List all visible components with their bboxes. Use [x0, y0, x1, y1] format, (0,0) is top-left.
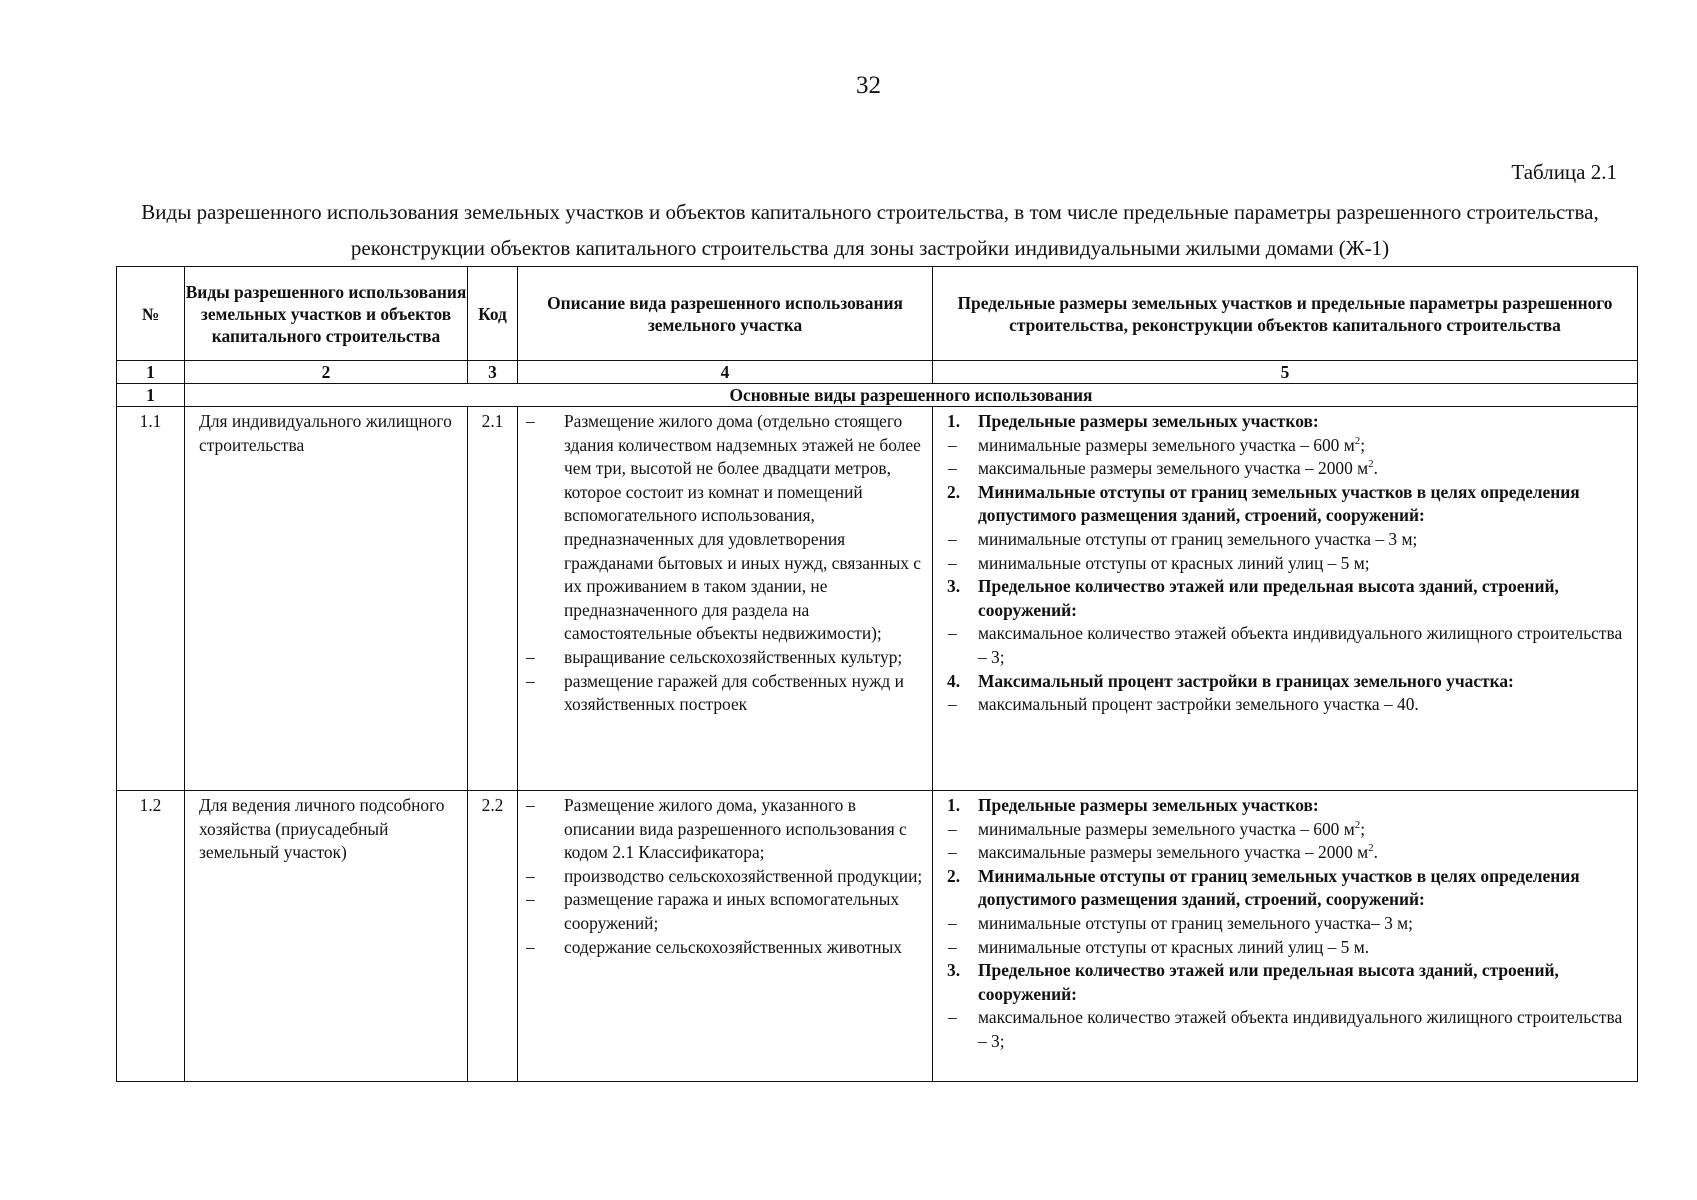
param-heading: 3. Предельное количество этажей или предельная высота зданий, строений, сооружений:: [947, 960, 1559, 1004]
row-code: 2.1: [468, 407, 518, 791]
row-number: 1.2: [117, 791, 185, 1082]
param-heading: 2. Минимальные отступы от границ земельных участков в целях определения допустимого размещения зданий, строений, сооружений:: [947, 865, 1580, 910]
row-parameters: [933, 407, 1638, 791]
param-heading: 2. Минимальные отступы от границ земельных участков в целях определения допустимого размещения зданий, строений, сооружений:: [947, 481, 1580, 526]
param-item: – минимальные размеры земельного участка – 600 $м^2$;: [945, 434, 1629, 458]
row-kind: Для ведения личного подсобного хозяйства (приусадебный земельный участок): [185, 791, 468, 1082]
row-description: [518, 791, 933, 1082]
header-no: №: [117, 267, 185, 361]
row-description: [518, 407, 933, 791]
header-limits: Предельные размеры земельных участков и предельные параметры разрешенного строительства, реконструкции объектов капитального строительства: [933, 267, 1638, 361]
row-number: 1.1: [117, 407, 185, 791]
col-number: 3: [468, 361, 518, 384]
zoning-table: [116, 266, 1638, 1082]
description-item: – Размещение жилого дома, указанного в описании вида разрешенного использования с кодом 2.1 Классификатора;: [518, 794, 924, 865]
section-row: [117, 384, 1638, 407]
param-heading: 1. Предельные размеры земельных участков:: [947, 795, 1319, 815]
param-item: – максимальное количество этажей объекта индивидуального жилищного строительства – 3;: [945, 1006, 1629, 1053]
table-label: Таблица 2.1: [1511, 160, 1617, 184]
row-code: 2.2: [468, 791, 518, 1082]
description-item: – производство сельскохозяйственной продукции;: [518, 865, 924, 889]
param-item: – минимальные отступы от красных линий улиц – 5 м.: [945, 936, 1629, 960]
row-parameters: [933, 791, 1638, 1082]
row-kind: Для индивидуального жилищного строительства: [185, 407, 468, 791]
param-item: – максимальный процент застройки земельного участка – 40.: [945, 693, 1629, 717]
column-number-row: [117, 361, 1638, 384]
col-number: 4: [518, 361, 933, 384]
description-item: – размещение гаража и иных вспомогательных сооружений;: [518, 888, 924, 935]
col-number: 5: [933, 361, 1638, 384]
table-header-row: [117, 267, 1638, 361]
description-item: – размещение гаражей для собственных нужд и хозяйственных построек: [518, 670, 924, 717]
param-item: – минимальные отступы от границ земельного участка– 3 м;: [945, 912, 1629, 936]
col-number: 2: [185, 361, 468, 384]
param-heading: 3. Предельное количество этажей или предельная высота зданий, строений, сооружений:: [947, 576, 1559, 620]
page-number: 32: [856, 72, 881, 99]
param-heading: 1. Предельные размеры земельных участков:: [947, 411, 1319, 431]
description-item: – содержание сельскохозяйственных животных: [518, 936, 924, 960]
table-row: [117, 791, 1638, 1082]
param-heading: 4. Максимальный процент застройки в границах земельного участка:: [947, 670, 1514, 691]
col-number: 1: [117, 361, 185, 384]
param-item: – минимальные отступы от красных линий улиц – 5 м;: [945, 552, 1629, 576]
table-title: Виды разрешенного использования земельных участков и объектов капитального строительства, в том числе предельные параметры разрешенного строительства, реконструкции объектов капитального строительства для зоны застройки индивидуальными жилыми домами (Ж-1): [141, 200, 1599, 260]
param-item: – максимальные размеры земельного участка – 2000 $м^2$.: [945, 457, 1629, 481]
section-title: Основные виды разрешенного использования: [185, 384, 1638, 407]
header-kind: Виды разрешенного использования земельных участков и объектов капитального строительства: [185, 267, 468, 361]
param-item: – максимальные размеры земельного участка – 2000 $м^2$.: [945, 841, 1629, 865]
table-row: [117, 407, 1638, 791]
header-desc: Описание вида разрешенного использования земельного участка: [518, 267, 933, 361]
param-item: – минимальные отступы от границ земельного участка – 3 м;: [945, 528, 1629, 552]
header-code: Код: [468, 267, 518, 361]
section-number: 1: [117, 384, 185, 407]
description-item: – Размещение жилого дома (отдельно стоящего здания количеством надземных этажей не более чем три, высотой не более двадцати метров, которое состоит из комнат и помещений вспомогательного использования, предназначенных для удовлетворения гражданами бытовых и иных нужд, связанных с их проживанием в таком здании, не предназначенного для раздела на самостоятельные объекты недвижимости);: [518, 410, 924, 646]
param-item: – максимальное количество этажей объекта индивидуального жилищного строительства – 3;: [945, 622, 1629, 669]
param-item: – минимальные размеры земельного участка – 600 $м^2$;: [945, 818, 1629, 842]
description-item: – выращивание сельскохозяйственных культур;: [518, 646, 924, 670]
